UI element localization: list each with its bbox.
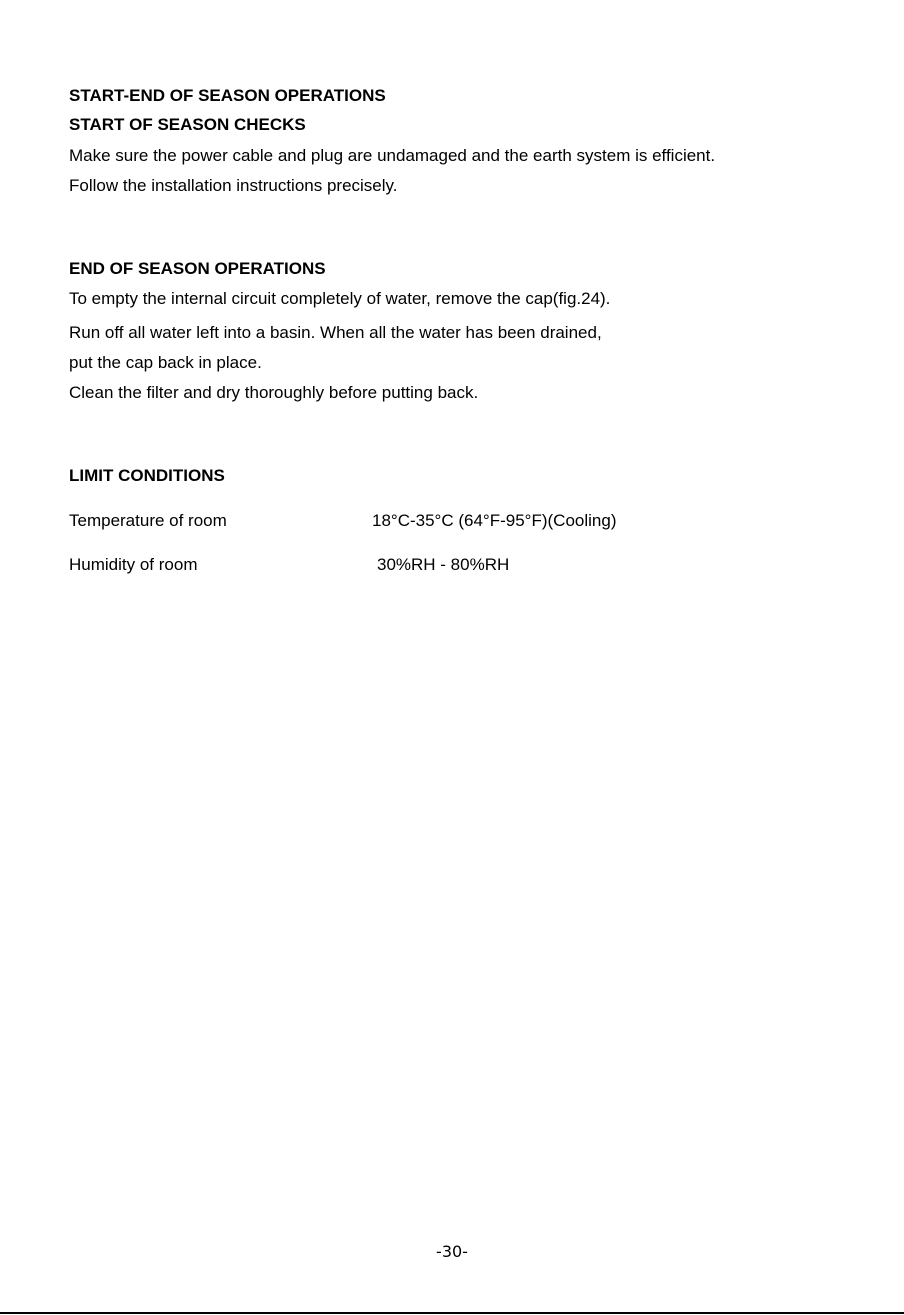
start-section-line-2: Follow the installation instructions precisely. xyxy=(69,176,398,195)
limit-value-humidity: 30%RH - 80%RH xyxy=(377,555,510,574)
page-number: -30- xyxy=(436,1242,468,1261)
end-section-line-1: To empty the internal circuit completely of water, remove the cap(fig.24). xyxy=(69,289,611,308)
end-section-line-3: put the cap back in place. xyxy=(69,353,262,372)
limit-label-temperature: Temperature of room xyxy=(69,511,227,530)
start-section-line-1: Make sure the power cable and plug are undamaged and the earth system is efficient. xyxy=(69,146,716,165)
limit-label-humidity: Humidity of room xyxy=(69,555,198,574)
main-title: START-END OF SEASON OPERATIONS xyxy=(69,86,386,105)
bottom-divider xyxy=(0,1312,904,1314)
limits-section-heading: LIMIT CONDITIONS xyxy=(69,466,225,485)
end-section-line-4: Clean the filter and dry thoroughly before putting back. xyxy=(69,383,479,402)
start-section-heading: START OF SEASON CHECKS xyxy=(69,115,306,134)
limit-value-temperature: 18°C-35°C (64°F-95°F)(Cooling) xyxy=(372,511,617,530)
end-section-heading: END OF SEASON OPERATIONS xyxy=(69,259,326,278)
end-section-line-2: Run off all water left into a basin. When all the water has been drained, xyxy=(69,323,602,342)
